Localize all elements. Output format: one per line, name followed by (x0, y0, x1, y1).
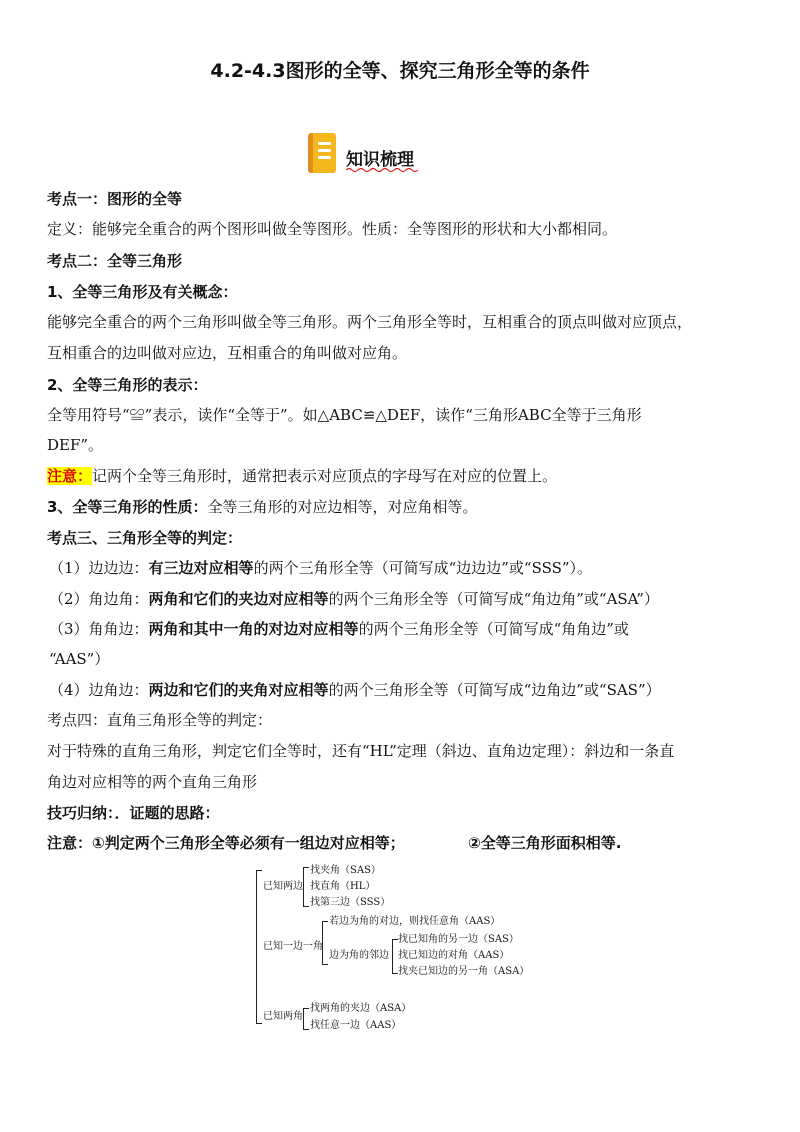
tree-g2-adj-item: 找夹已知边的另一角（ASA） (398, 966, 530, 977)
rule-1-suffix: 的两个三角形全等（可简写成“边边边”或“SSS”）。 (253, 559, 593, 577)
kp2-s3-heading: 3、全等三角形的性质： (47, 498, 208, 516)
kp2-s2-line2: DEF”。 (47, 436, 104, 454)
tree-g1-label: 已知两边 (263, 881, 303, 892)
proof-strategy-tree (256, 864, 556, 1036)
tree-g3-label: 已知两角 (263, 1011, 303, 1022)
kp1-definition: 定义：能够完全重合的两个图形叫做全等图形。性质：全等图形的形状和大小都相同。 (47, 220, 618, 238)
kp2-s2-line1: 全等用符号“≌”表示，读作“全等于”。如△ABC≌△DEF，读作“三角形ABC全等于三角形 (47, 406, 642, 424)
kp3-rule-1 (49, 558, 592, 578)
tree-g2-label: 已知一边一角 (263, 941, 323, 952)
rule-1-condition: 有三边对应相等 (148, 559, 254, 577)
kp1-heading: 考点一：图形的全等 (47, 190, 183, 208)
g3-bracket (303, 1008, 309, 1030)
kp3-rule-3-cont: “AAS”） (49, 650, 110, 668)
rule-1-prefix: （1）边边边： (49, 559, 149, 577)
tree-g2-adj-label: 边为角的邻边 (329, 950, 389, 961)
banner-label: 知识梳理 (346, 150, 414, 170)
kp3-rule-2 (49, 589, 659, 609)
kp2-note (47, 466, 557, 486)
note-label: 注意： (47, 467, 93, 485)
tree-g1-item: 找直角（HL） (310, 881, 376, 892)
g1-bracket (303, 867, 309, 907)
rule-2-prefix: （2）角边角： (49, 590, 149, 608)
kp4-line1: 对于特殊的直角三角形，判定它们全等时，还有“HL”定理（斜边、直角边定理）：斜边和一条直 (47, 742, 675, 760)
rule-3-prefix: （3）角角边： (49, 620, 149, 638)
kp3-rule-4 (49, 680, 661, 700)
tree-g1-item: 找第三边（SSS） (310, 897, 391, 908)
kp2-s3-text: 全等三角形的对应边相等，对应角相等。 (207, 498, 478, 516)
tips-heading: 技巧归纳：．证题的思路： (47, 804, 220, 822)
book-icon (308, 133, 336, 173)
tree-g2-opp: 若边为角的对边，则找任意角（AAS） (329, 916, 501, 927)
tree-g1-item: 找夹角（SAS） (310, 865, 381, 876)
tree-g2-adj-item: 找已知角的另一边（SAS） (398, 934, 519, 945)
rule-2-condition: 两角和它们的夹边对应相等 (148, 590, 329, 608)
rule-2-suffix: 的两个三角形全等（可简写成“角边角”或“ASA”） (328, 590, 659, 608)
rule-3-condition: 两角和其中一角的对边对应相等 (148, 620, 359, 638)
kp2-s1-line2: 互相重合的边叫做对应边，互相重合的角叫做对应角。 (47, 344, 408, 362)
tree-g2-adj-item: 找已知边的对角（AAS） (398, 950, 510, 961)
document-title: 4.2-4.3图形的全等、探究三角形全等的条件 (210, 60, 590, 82)
root-bracket (256, 870, 262, 1024)
tree-g3-item: 找任意一边（AAS） (310, 1020, 402, 1031)
tips-note-2: ②全等三角形面积相等. (468, 834, 622, 852)
tree-g3-item: 找两角的夹边（ASA） (310, 1003, 412, 1014)
knowledge-banner (308, 131, 424, 179)
kp3-heading: 考点三、三角形全等的判定： (47, 529, 243, 547)
kp2-s1-line1: 能够完全重合的两个三角形叫做全等三角形。两个三角形全等时，互相重合的顶点叫做对应顶点， (47, 313, 693, 331)
kp2-heading: 考点二：全等三角形 (47, 252, 183, 270)
rule-3-suffix: 的两个三角形全等（可简写成“角角边”或 (358, 620, 629, 638)
note-text: 记两个全等三角形时，通常把表示对应顶点的字母写在对应的位置上。 (92, 467, 558, 485)
kp2-s3 (47, 497, 477, 517)
kp3-rule-3 (49, 619, 629, 639)
kp2-s2-heading: 2、全等三角形的表示： (47, 376, 208, 394)
rule-4-suffix: 的两个三角形全等（可简写成“边角边”或“SAS”） (328, 681, 661, 699)
kp4-heading: 考点四：直角三角形全等的判定： (47, 711, 273, 729)
kp2-s1-heading: 1、全等三角形及有关概念： (47, 283, 238, 301)
rule-4-prefix: （4）边角边： (49, 681, 149, 699)
tips-note-1: 注意：①判定两个三角形全等必须有一组边对应相等； (47, 834, 405, 852)
g2-bracket (322, 921, 328, 965)
wavy-underline (346, 167, 420, 173)
rule-4-condition: 两边和它们的夹角对应相等 (148, 681, 329, 699)
kp4-line2: 角边对应相等的两个直角三角形 (47, 773, 258, 791)
